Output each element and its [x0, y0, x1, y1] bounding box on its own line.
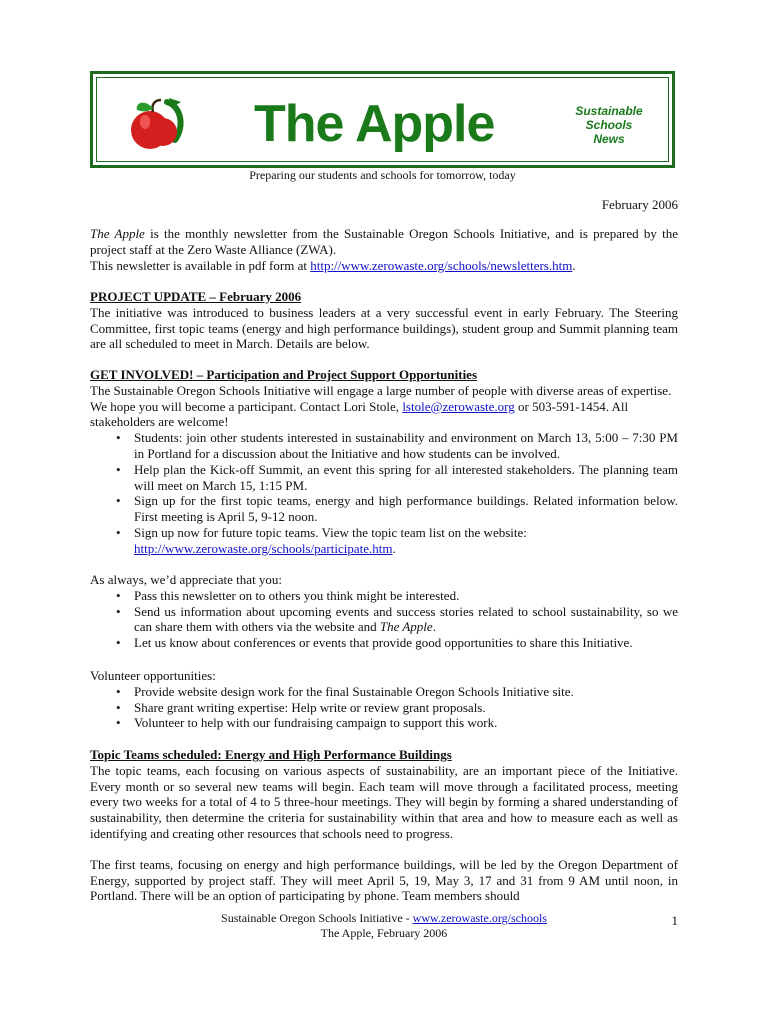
appreciate-list	[90, 588, 678, 651]
get-involved-heading: GET INVOLVED! – Participation and Project Support Opportunities	[90, 367, 478, 382]
page-footer: Sustainable Oregon Schools Initiative - www.zerowaste.org/schools The Apple, February 2006	[221, 911, 547, 940]
newsletter-title: The Apple	[254, 95, 495, 153]
list-item: • Send us information about upcoming events and success stories related to school sustainability, so we can share them with others via the website and The Apple.	[90, 604, 678, 636]
get-involved-list	[90, 430, 678, 556]
page-number: 1	[671, 913, 678, 928]
volunteer-section: Volunteer opportunities: • Provide website design work for the final Sustainable Oregon Schools Initiative site. • Share grant writing expertise: Help write or review grant proposals. • Volunteer to help with our fundraising campaign to support this work.	[90, 668, 678, 731]
footer-website-link[interactable]: www.zerowaste.org/schools	[412, 911, 547, 925]
intro-paragraph: The Apple is the monthly newsletter from the Sustainable Oregon Schools Initiative, and is prepared by the project staff at the Zero Waste Alliance (ZWA). This newsletter is available in pdf form at http://www.zerowaste.org/schools/newsletters.htm.	[90, 226, 679, 273]
participate-link[interactable]: http://www.zerowaste.org/schools/participate.htm	[134, 540, 393, 556]
topic-teams-section	[90, 747, 678, 904]
list-item: • Provide website design work for the final Sustainable Oregon Schools Initiative site.	[90, 684, 678, 700]
masthead	[90, 71, 675, 168]
masthead-subtitle: Sustainable Schools News	[575, 104, 643, 146]
newsletters-link[interactable]: http://www.zerowaste.org/schools/newsletters.htm	[310, 257, 573, 273]
tagline: Preparing our students and schools for tomorrow, today	[249, 168, 516, 182]
list-item: • Sign up for the first topic teams, energy and high performance buildings. Related information below. First meeting is April 5, 9-12 noon.	[90, 493, 678, 525]
project-update-heading: PROJECT UPDATE – February 2006	[90, 289, 302, 304]
list-item: • Help plan the Kick-off Summit, an event this spring for all interested stakeholders. The planning team will meet on March 15, 1:15 PM.	[90, 462, 678, 494]
contact-email-link[interactable]: lstole@zerowaste.org	[402, 398, 515, 414]
list-item: • Students: join other students interested in sustainability and environment on March 13, 5:00 – 7:30 PM in Portland for a discussion about the Initiative and how students can be involved.	[90, 430, 678, 462]
list-item: • Share grant writing expertise: Help write or review grant proposals.	[90, 700, 678, 716]
list-item: • Volunteer to help with our fundraising campaign to support this work.	[90, 715, 678, 731]
appreciate-section: As always, we’d appreciate that you: • Pass this newsletter on to others you think might be interested. • Send us information about upcoming events and success stories related to school sustainability, so we can share them with others via the website and The Apple. • Let us know about conferences or events that provide good opportunities to share this Initiative.	[90, 572, 678, 651]
topic-teams-para2: The first teams, focusing on energy and high performance buildings, will be led by the Oregon Department of Energy, supported by project staff. They will meet April 5, 19, May 3, 17 and 31 from 9 AM until noon, in Portland. There will be an option of participating by phone. Team members should	[90, 856, 678, 904]
project-update-section	[90, 289, 678, 352]
list-item: • Let us know about conferences or events that provide good opportunities to share this Initiative.	[90, 635, 678, 651]
apple-logo-icon	[123, 92, 189, 158]
volunteer-list	[90, 684, 678, 731]
topic-teams-para1: The topic teams, each focusing on various aspects of sustainability, are an important piece of the Initiative. Every month or so several new teams will begin. Each team will move through a facilitated process, meeting every two weeks for a total of 4 to 5 three-hour meetings. They will begin by forming a shared understanding of sustainability, then determine the criteria for sustainability within that area and how to measure each as well as identifying and creating other resources that schools need to progress.	[90, 762, 678, 841]
list-item: • Sign up now for future topic teams. View the topic team list on the website: http://www.zerowaste.org/schools/participate.htm.	[90, 525, 678, 557]
topic-teams-heading: Topic Teams scheduled: Energy and High Performance Buildings	[90, 747, 452, 762]
list-item: • Pass this newsletter on to others you think might be interested.	[90, 588, 678, 604]
project-update-body: The initiative was introduced to business leaders at a very successful event in early February. The Steering Committee, first topic teams (energy and high performance buildings), student group and Summit planning team are all scheduled to meet in March. Details are below.	[90, 304, 678, 352]
get-involved-body: The Sustainable Oregon Schools Initiative will engage a large number of people with diverse areas of expertise. We hope you will become a participant. Contact Lori Stole, lstole@zerowaste.org or 503-591-1454. All stakeholders are welcome!	[90, 382, 672, 430]
issue-date: February 2006	[601, 197, 678, 212]
get-involved-section	[90, 367, 678, 557]
